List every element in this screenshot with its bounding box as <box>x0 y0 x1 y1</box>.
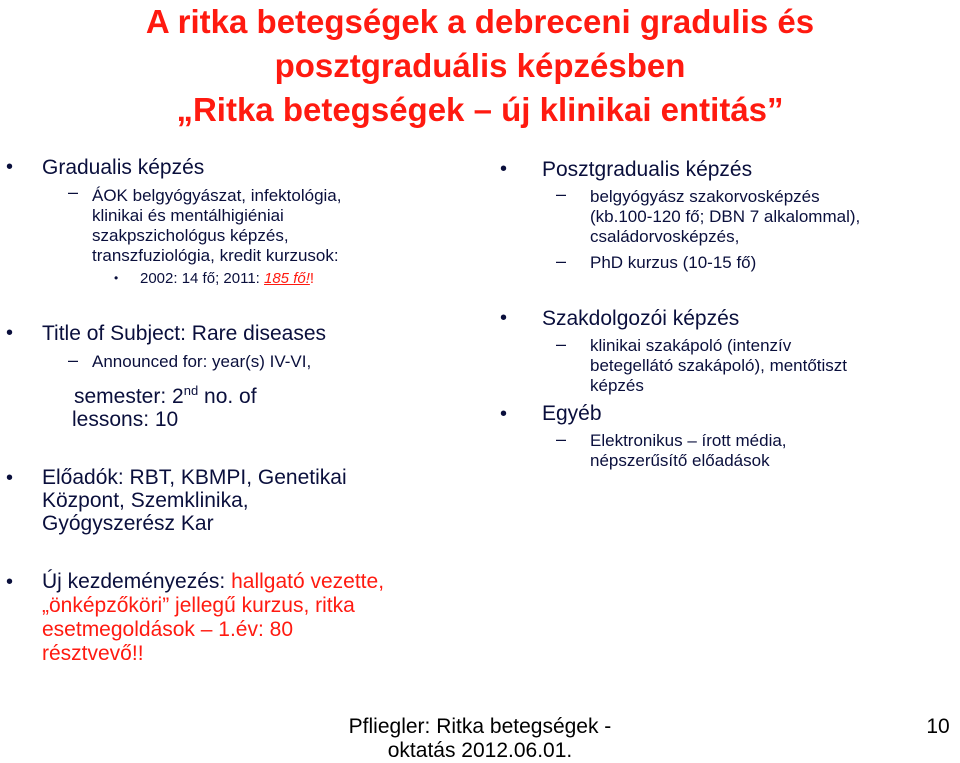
dash-icon: – <box>68 182 79 202</box>
szakdolgozoi-heading: Szakdolgozói képzés <box>542 307 740 330</box>
bullet-icon: • <box>500 403 508 425</box>
eloadok-line-1: Előadók: RBT, KBMPI, Genetikai <box>42 466 347 489</box>
bullet-icon: • <box>500 307 508 329</box>
eloadok-line-3: Gyógyszerész Kar <box>42 512 214 535</box>
dash-icon: – <box>556 429 567 449</box>
gradualis-years-highlight: 185 fő! <box>264 270 310 287</box>
bullet-icon: • <box>6 156 14 178</box>
subject-semester-suffix: no. of <box>198 385 257 408</box>
poszt-heading: Posztgradualis képzés <box>542 158 753 181</box>
eloadok-line-2: Központ, Szemklinika, <box>42 489 249 512</box>
gradualis-years <box>140 270 314 288</box>
uj-kezdemenyezes-label: Új kezdeményezés: <box>42 570 232 593</box>
dash-icon: – <box>556 251 567 271</box>
dash-icon: – <box>68 350 79 370</box>
poszt-sub-2: (kb.100-120 fő; DBN 7 alkalommal), <box>590 207 861 226</box>
subject-semester <box>74 379 257 408</box>
gradualis-heading: Gradualis képzés <box>42 156 205 179</box>
page-number: 10 <box>926 715 950 738</box>
poszt-sub-3: családorvosképzés, <box>590 227 740 246</box>
gradualis-sub-4: transzfuziológia, kredit kurzusok: <box>92 246 339 265</box>
bullet-icon: • <box>6 571 14 593</box>
uj-kezdemenyezes-line-1 <box>42 570 384 593</box>
poszt-sub-4: PhD kurzus (10-15 fő) <box>590 253 757 272</box>
dash-icon: – <box>556 334 567 354</box>
bullet-icon: • <box>500 158 508 180</box>
szakdolgozoi-sub-1: klinikai szakápoló (intenzív <box>590 336 792 355</box>
egyeb-heading: Egyéb <box>542 402 602 425</box>
gradualis-sub-1: ÁOK belgyógyászat, infektológia, <box>92 186 342 205</box>
gradualis-sub-2: klinikai és mentálhigiéniai <box>92 206 284 225</box>
slide-title-line-2: posztgraduális képzésben <box>274 47 686 84</box>
small-bullet-icon: • <box>114 271 119 285</box>
slide-title-line-1: A ritka betegségek a debreceni gradulis és <box>145 3 815 40</box>
poszt-sub-1: belgyógyász szakorvosképzés <box>590 187 820 206</box>
gradualis-sub-3: szakpszichológus képzés, <box>92 226 289 245</box>
uj-kezdemenyezes-red: hallgató vezette, <box>231 570 385 593</box>
subject-lessons: lessons: 10 <box>72 408 179 431</box>
footer-line-2: oktatás 2012.06.01. <box>387 739 573 762</box>
subject-semester-prefix: semester: 2 <box>74 385 184 408</box>
uj-kezdemenyezes-line-4: résztvevő!! <box>42 642 144 665</box>
subject-heading: Title of Subject: Rare diseases <box>42 322 327 345</box>
egyeb-sub-1: Elektronikus – írott média, <box>590 431 787 450</box>
subject-announced: Announced for: year(s) IV-VI, <box>92 352 312 371</box>
szakdolgozoi-sub-2: betegellátó szakápoló), mentőtiszt <box>590 356 848 375</box>
gradualis-years-prefix: 2002: 14 fő; 2011: <box>140 270 264 287</box>
footer-line-1: Pfliegler: Ritka betegségek - <box>348 715 612 738</box>
uj-kezdemenyezes-line-2: „önképzőköri” jellegű kurzus, ritka <box>42 594 355 617</box>
bullet-icon: • <box>6 322 14 344</box>
uj-kezdemenyezes-line-3: esetmegoldások – 1.év: 80 <box>42 618 293 641</box>
subject-semester-sup: nd <box>183 383 199 398</box>
gradualis-years-suffix: ! <box>309 270 315 287</box>
dash-icon: – <box>556 184 567 204</box>
egyeb-sub-2: népszerűsítő előadások <box>590 451 770 470</box>
bullet-icon: • <box>6 467 14 489</box>
slide-title-line-3: „Ritka betegségek – új klinikai entitás” <box>176 91 784 128</box>
szakdolgozoi-sub-3: képzés <box>590 376 644 395</box>
